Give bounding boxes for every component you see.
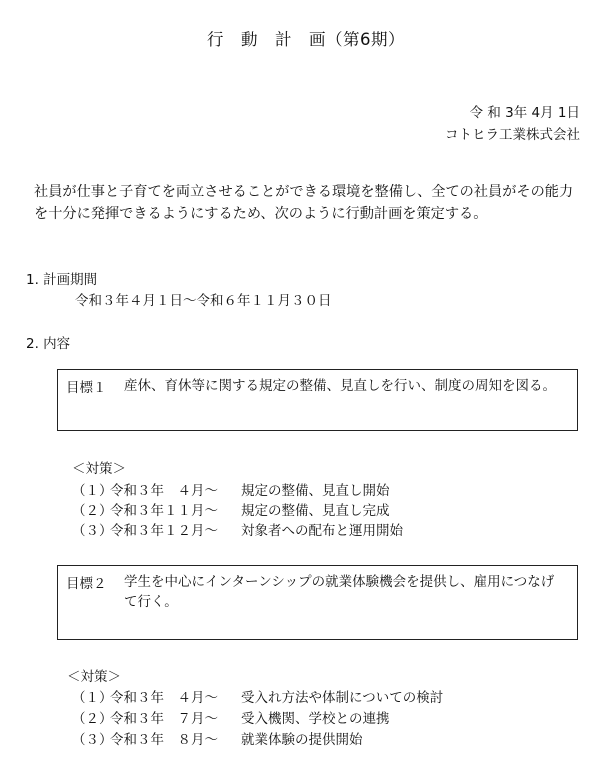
goal-box-2 [57,565,578,640]
measure-item [72,479,390,499]
section-heading-period: 1. 計画期間 [26,272,98,288]
measure-item [72,686,443,706]
measure-number: （１） [72,483,113,499]
goal-text: 産休、育休等に関する規定の整備、見直しを行い、制度の周知を図る。 [124,378,556,394]
measure-number: （２） [72,711,113,727]
measure-number: （１） [72,690,113,706]
measure-number: （２） [72,503,113,519]
measure-action: 規定の整備、見直し完成 [241,503,390,519]
measure-action: 規定の整備、見直し開始 [241,483,390,499]
issue-date: 令 和 3年 4月 1日 [469,105,580,121]
measure-action: 就業体験の提供開始 [241,732,363,748]
measure-date: 令和３年 ４月～ [110,483,218,499]
measure-date: 令和３年１２月～ [110,523,218,539]
measure-item [72,519,403,539]
measure-action: 対象者への配布と運用開始 [241,523,403,539]
plan-period: 令和３年４月１日～令和６年１１月３０日 [75,293,332,309]
measure-date: 令和３年 ７月～ [110,711,218,727]
section-heading-content: 2. 内容 [26,336,71,352]
goal-text: 学生を中心にインターンシップの就業体験機会を提供し、雇用につなげて行く。 [124,574,555,610]
goal-label: 目標２ [66,576,107,592]
measure-date: 令和３年 ４月～ [110,690,218,706]
measure-action: 受入機関、学校との連携 [241,711,390,727]
intro-paragraph: 社員が仕事と子育てを両立させることができる環境を整備し、全ての社員がその能力を十分に発揮できるようにするため、次のように行動計画を策定する。 [34,184,574,222]
measure-date: 令和３年１１月～ [110,503,218,519]
measure-item [72,728,363,748]
measure-number: （３） [72,732,113,748]
measure-item [72,499,390,519]
measures-heading: ＜対策＞ [72,461,126,477]
measure-item [72,707,390,727]
measure-number: （３） [72,523,113,539]
goal-box-1 [57,369,578,431]
measure-action: 受入れ方法や体制についての検討 [241,690,444,706]
document-title: 行 動 計 画（第6期） [207,30,405,49]
goal-label: 目標１ [66,380,107,396]
company-name: コトヒラ工業株式会社 [445,127,580,143]
measures-heading: ＜対策＞ [67,669,121,685]
measure-date: 令和３年 ８月～ [110,732,218,748]
